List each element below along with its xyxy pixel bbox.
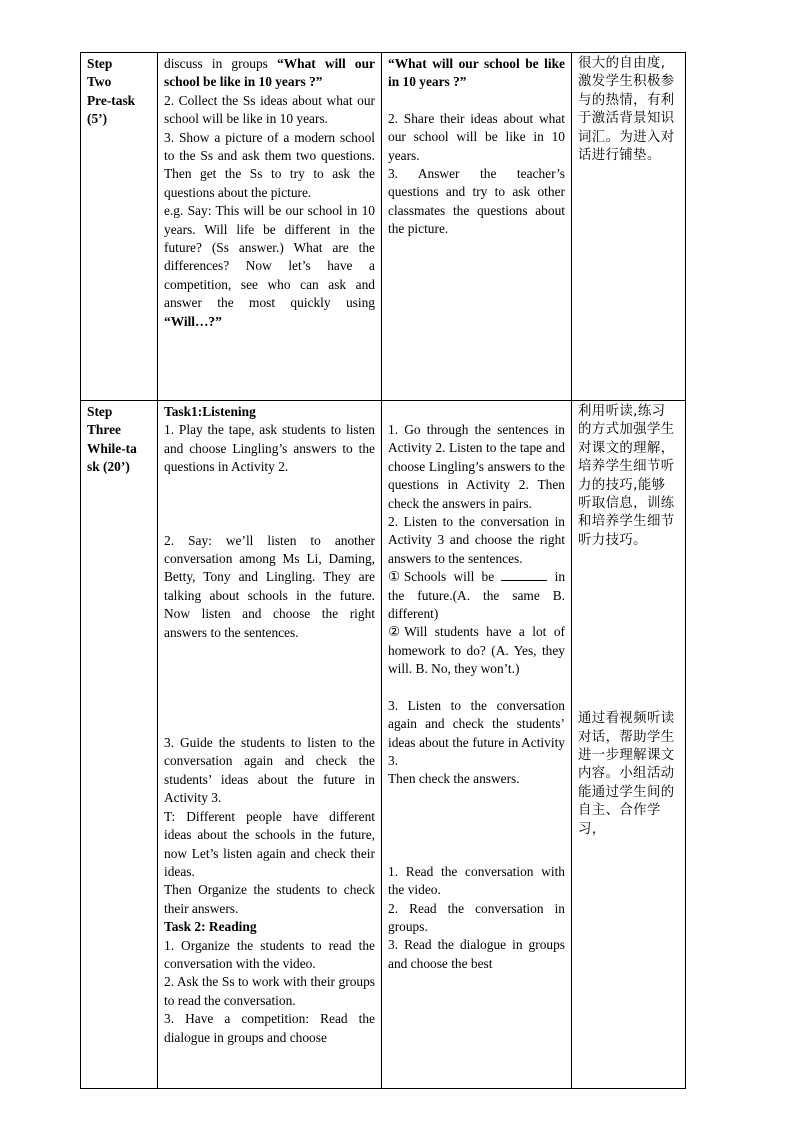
student-text: 2. Listen to the conversation in Activity 3 and choose the right answers to the sentences. xyxy=(388,514,565,566)
table-row-step-two xyxy=(81,53,686,401)
step-label: Pre-task xyxy=(87,92,136,108)
question-one xyxy=(388,568,565,623)
teacher-activity-cell xyxy=(158,401,382,1089)
lesson-plan-table xyxy=(80,52,686,1089)
teacher-text: 3. Show a picture of a modern school to the Ss and ask them two questions. Then get the Ss to try to ask the questions about the picture. xyxy=(164,129,375,200)
student-text: 2. Read the conversation in groups. xyxy=(388,900,565,934)
question-text: ①Schools will be xyxy=(388,569,495,585)
step-label: Three xyxy=(87,422,121,438)
teacher-text: 2. Collect the Ss ideas about what our school will be like in 10 years. xyxy=(164,92,375,127)
step-label: While-ta xyxy=(87,440,137,456)
teacher-text: 3. Guide the students to listen to the conversation again and check the students’ ideas about the future in Activity 3. xyxy=(164,735,375,806)
student-text: 3. Read the dialogue in groups and choose the best xyxy=(388,937,565,971)
teacher-text-bold: “Will…?” xyxy=(164,313,222,329)
student-text: 3. Answer the teacher’s questions and try to ask other classmates the questions about the picture. xyxy=(388,166,565,237)
teacher-text: Then Organize the students to check their answers. xyxy=(164,882,375,916)
teacher-activity-cell xyxy=(158,53,382,401)
step-label: (5’) xyxy=(87,111,108,127)
task-heading: Task1:Listening xyxy=(164,404,256,419)
answer-blank xyxy=(501,568,547,581)
teacher-text xyxy=(164,202,375,331)
student-text: Then check the answers. xyxy=(388,771,520,787)
student-text: 1. Read the conversation with the video. xyxy=(388,863,565,898)
teacher-text-bold: “What will our school be like in 10 years ?” xyxy=(164,56,375,90)
purpose-text: 通过看视频听读对话，帮助学生进一步理解课文内容。小组活动能通过学生间的自主、合作学习， xyxy=(578,711,675,837)
step-label: Two xyxy=(87,74,112,90)
student-text: 1. Go through the sentences in Activity 2. Listen to the tape and choose Lingling’s answers to the questions in Activity 2. Then check the answers in pairs. xyxy=(388,422,565,511)
step-label: sk (20’) xyxy=(87,459,130,475)
step-label: Step xyxy=(87,56,113,71)
teacher-text: 2. Ask the Ss to work with their groups to read the conversation. xyxy=(164,974,375,1008)
step-cell xyxy=(81,401,158,1089)
purpose-text: 利用听读,练习的方式加强学生对课文的理解，培养学生细节听力的技巧,能够听取信息，训练和培养学生细节听力技巧。 xyxy=(578,404,675,548)
question-text: in the future.(A. the same B. different) xyxy=(388,569,566,622)
teacher-text: 2. Say: we’ll listen to another conversation among Ms Li, Daming, Betty, Tony and Lingling. They are talking about schools in the future. Now listen and choose the right answers to the sentences. xyxy=(164,532,375,640)
teacher-text: T: Different people have different ideas about the schools in the future, now Let’s listen again and check their ideas. xyxy=(164,808,375,879)
student-text-bold: “What will our school be like in 10 years ?” xyxy=(388,56,565,90)
teacher-text xyxy=(164,55,375,92)
question-two: ②Will students have a lot of homework to do? (A. Yes, they will. B. No, they won’t.) xyxy=(388,624,565,677)
teacher-text: 3. Have a competition: Read the dialogue in groups and choose xyxy=(164,1011,375,1045)
step-label: Step xyxy=(87,404,113,419)
teacher-text: 1. Play the tape, ask students to listen and choose Lingling’s answers to the questions in Activity 2. xyxy=(164,422,375,475)
step-cell xyxy=(81,53,158,401)
student-text: 2. Share their ideas about what our school will be like in 10 years. xyxy=(388,110,565,163)
teacher-text: 1. Organize the students to read the conversation with the video. xyxy=(164,937,375,971)
student-activity-cell xyxy=(382,401,572,1089)
teacher-text-part: discuss in groups xyxy=(164,56,278,71)
student-activity-cell xyxy=(382,53,572,401)
student-text: 3. Listen to the conversation again and check the students’ ideas about the future in Activity 3. xyxy=(388,697,565,768)
purpose-cell xyxy=(572,401,686,1089)
task-heading: Task 2: Reading xyxy=(164,919,257,935)
purpose-cell: 很大的自由度,激发学生积极参与的热情，有利于激活背景知识词汇。为进入对话进行铺垫。 xyxy=(572,53,686,401)
table-row-step-three xyxy=(81,401,686,1089)
teacher-text-part: e.g. Say: This will be our school in 10 years. Will life be different in the future? (Ss answer.) What are the differences? Now let’s have a competition, see who can ask and answer the most quickly using xyxy=(164,203,375,311)
